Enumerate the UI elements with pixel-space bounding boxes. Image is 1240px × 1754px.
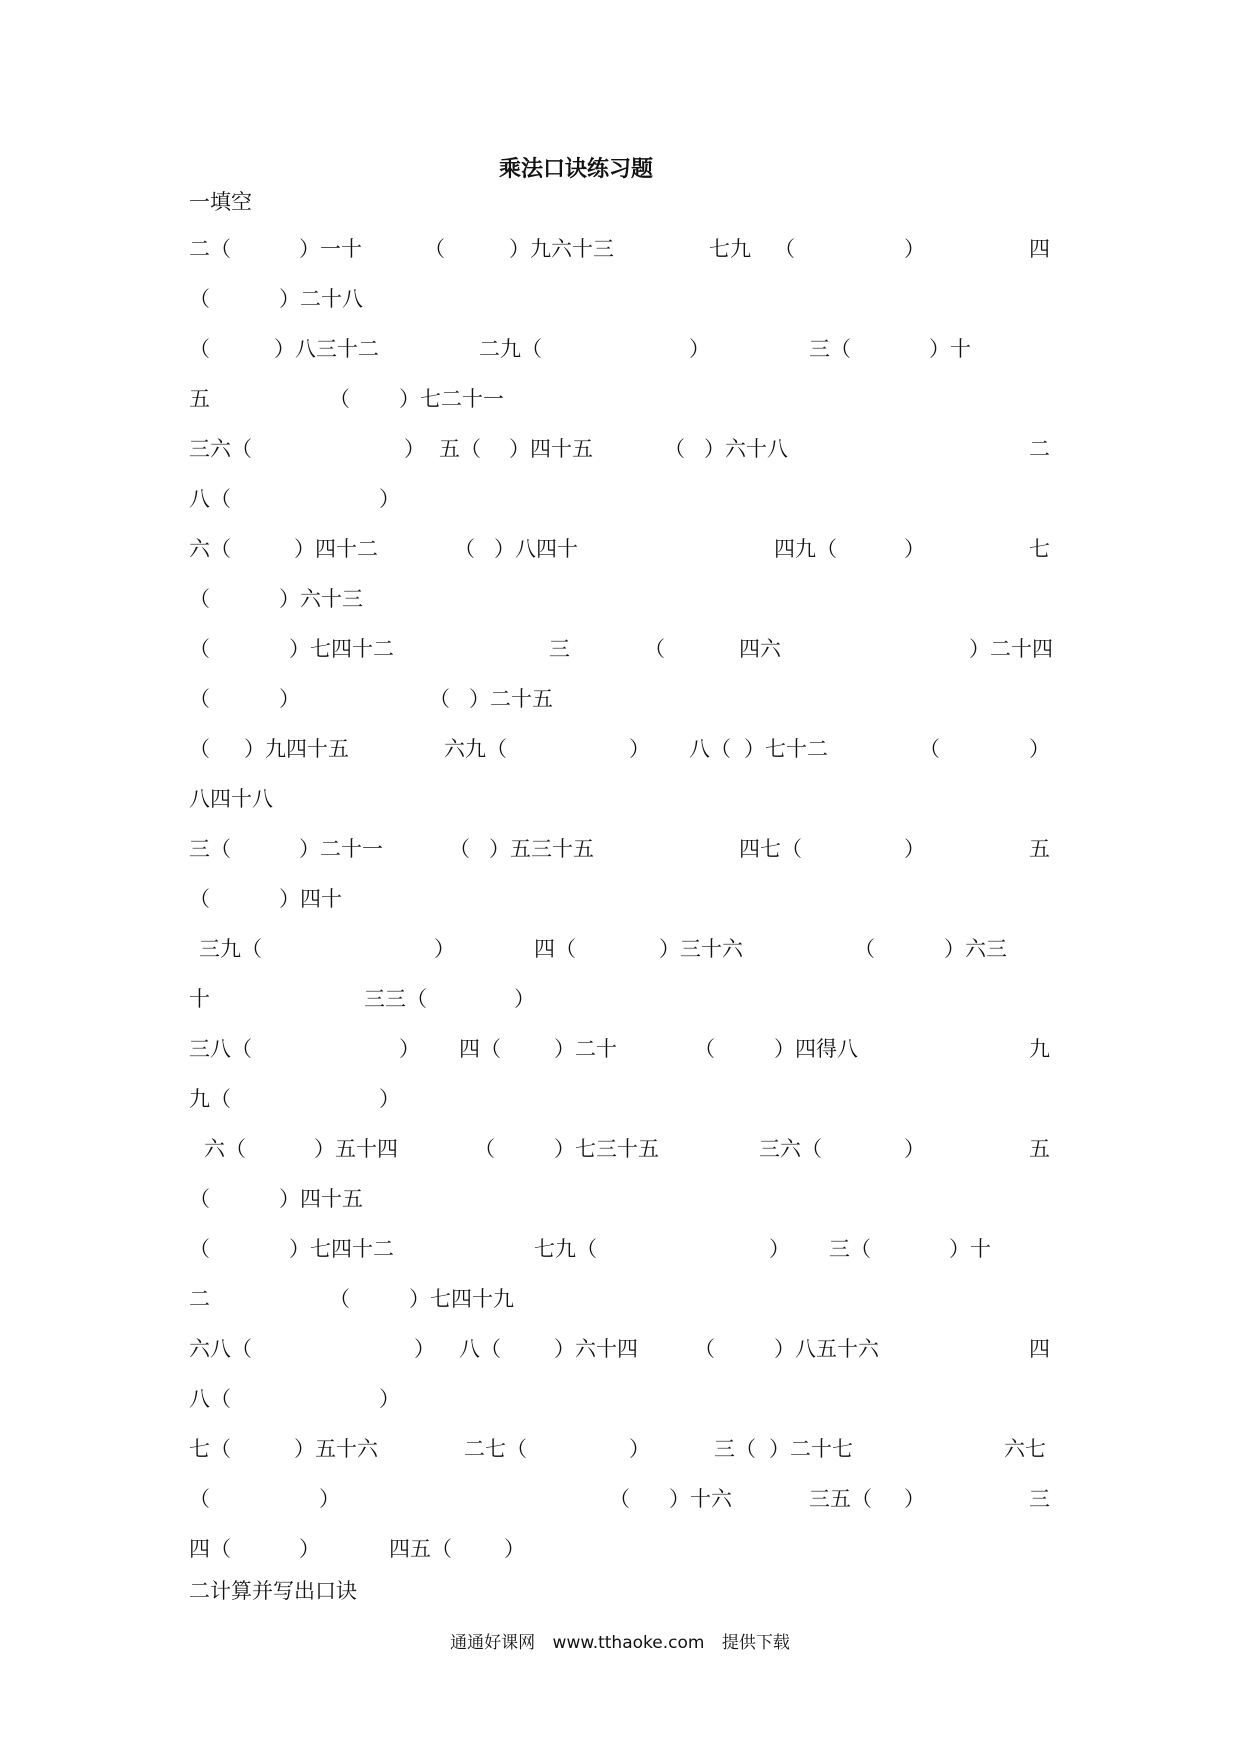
exercise-fragment: （ <box>429 687 450 711</box>
exercise-fragment: 三九（ <box>199 937 262 961</box>
exercise-fragment: 三八（ <box>189 1037 252 1061</box>
exercise-line <box>189 334 1059 364</box>
exercise-fragment: 三（ <box>714 1437 756 1461</box>
exercise-line <box>189 1534 1059 1564</box>
exercise-fragment: ） <box>379 487 400 511</box>
exercise-fragment: ） <box>299 1537 320 1561</box>
exercise-fragment: （ <box>424 237 445 261</box>
exercise-fragment: （ <box>189 587 210 611</box>
exercise-fragment: （ <box>919 737 940 761</box>
exercise-fragment: ）五三十五 <box>489 837 594 861</box>
exercise-fragment: ） <box>414 1337 435 1361</box>
exercise-fragment: 二七（ <box>464 1437 527 1461</box>
exercise-fragment: ）九四十五 <box>244 737 349 761</box>
exercise-fragment: 三六（ <box>759 1137 822 1161</box>
exercise-line <box>189 1284 1059 1314</box>
exercise-line <box>189 584 1059 614</box>
exercise-fragment: 二 <box>1029 437 1050 461</box>
exercise-fragment: （ <box>664 437 685 461</box>
exercise-line <box>189 984 1059 1014</box>
exercise-line <box>189 1234 1059 1264</box>
exercise-fragment: ）二十八 <box>279 287 363 311</box>
exercise-fragment: （ <box>644 637 665 661</box>
exercise-fragment: （ <box>189 687 210 711</box>
exercise-fragment: （ <box>189 737 210 761</box>
exercise-fragment: （ <box>189 287 210 311</box>
exercise-fragment: 三三（ <box>364 987 427 1011</box>
exercise-fragment: ）八五十六 <box>774 1337 879 1361</box>
exercise-fragment: ）四十 <box>279 887 342 911</box>
exercise-fragment: ）十 <box>929 337 971 361</box>
exercise-fragment: 四（ <box>534 937 576 961</box>
exercise-fragment: ）六十八 <box>704 437 788 461</box>
exercise-line <box>189 384 1059 414</box>
exercise-fragment: 四九（ <box>774 537 837 561</box>
exercise-line <box>189 834 1059 864</box>
exercise-fragment: 二（ <box>189 237 231 261</box>
exercise-fragment: （ <box>854 937 875 961</box>
exercise-fragment: （ <box>189 887 210 911</box>
exercise-line <box>189 684 1059 714</box>
exercise-fragment: 五（ <box>439 437 481 461</box>
footer-brand: 通通好课网 <box>450 1633 536 1653</box>
exercise-fragment: 六九（ <box>444 737 507 761</box>
exercise-fragment: 三 <box>1029 1487 1050 1511</box>
exercise-fragment: ）八三十二 <box>274 337 379 361</box>
exercise-fragment: （ <box>774 237 795 261</box>
exercise-fragment: ）二十五 <box>469 687 553 711</box>
exercise-line <box>189 1334 1059 1364</box>
exercise-fragment: （ <box>329 387 350 411</box>
exercise-line <box>189 484 1059 514</box>
exercise-fragment: 三（ <box>809 337 851 361</box>
footer-url[interactable]: www.tthaoke.com <box>552 1633 705 1653</box>
exercise-fragment: ） <box>629 737 650 761</box>
exercise-fragment: ） <box>1029 737 1050 761</box>
exercise-fragment: ） <box>379 1387 400 1411</box>
exercise-line <box>189 1484 1059 1514</box>
exercise-fragment: ） <box>514 987 535 1011</box>
exercise-fragment: ）四十五 <box>279 1187 363 1211</box>
exercise-fragment: 三（ <box>189 837 231 861</box>
exercise-fragment: ） <box>904 1487 925 1511</box>
exercise-fragment: 二 <box>189 1287 210 1311</box>
exercise-fragment: ）四得八 <box>774 1037 858 1061</box>
exercise-fragment: ） <box>689 337 710 361</box>
exercise-fragment: ） <box>904 1137 925 1161</box>
exercise-fragment: 九 <box>1029 1037 1050 1061</box>
exercise-fragment: ）四十二 <box>294 537 378 561</box>
exercise-fragment: （ <box>694 1037 715 1061</box>
exercise-fragment: 八（ <box>189 487 231 511</box>
exercise-fragment: （ <box>189 337 210 361</box>
exercise-fragment: （ <box>454 537 475 561</box>
exercise-fragment: 七 <box>1029 537 1050 561</box>
exercise-fragment: （ <box>189 1237 210 1261</box>
exercise-fragment: 四六 <box>739 637 781 661</box>
exercise-fragment: ）五十六 <box>294 1437 378 1461</box>
exercise-fragment: ）四十五 <box>509 437 593 461</box>
exercise-line <box>189 734 1059 764</box>
exercise-fragment: 二九（ <box>479 337 542 361</box>
exercise-fragment: 七九 <box>709 237 751 261</box>
exercise-fragment: ）一十 <box>299 237 362 261</box>
exercise-fragment: 六八（ <box>189 1337 252 1361</box>
exercise-fragment: ） <box>319 1487 340 1511</box>
exercise-line <box>189 934 1059 964</box>
exercise-fragment: ）七四十二 <box>289 1237 394 1261</box>
exercise-fragment: 七九（ <box>534 1237 597 1261</box>
exercise-fragment: ） <box>904 237 925 261</box>
exercise-fragment: 五 <box>1029 837 1050 861</box>
exercise-fragment: （ <box>189 1187 210 1211</box>
exercise-fragment: ）八四十 <box>494 537 578 561</box>
exercise-fragment: 五 <box>1029 1137 1050 1161</box>
exercise-fragment: 八（ <box>189 1387 231 1411</box>
exercise-fragment: ）七四十二 <box>289 637 394 661</box>
exercise-line <box>189 634 1059 664</box>
exercise-fragment: ） <box>504 1537 525 1561</box>
exercise-fragment: 五 <box>189 387 210 411</box>
footer <box>0 1628 1240 1653</box>
exercise-fragment: ）二十一 <box>299 837 383 861</box>
exercise-fragment: 四五（ <box>389 1537 452 1561</box>
exercise-line <box>189 434 1059 464</box>
exercise-fragment: ）七四十九 <box>409 1287 514 1311</box>
exercise-fragment: 八（ <box>689 737 731 761</box>
exercise-fragment: ）九六十三 <box>509 237 614 261</box>
exercise-fragment: 九（ <box>189 1087 231 1111</box>
exercise-fragment: ）二十七 <box>769 1437 853 1461</box>
exercise-line <box>189 284 1059 314</box>
exercise-fragment: （ <box>189 637 210 661</box>
exercise-fragment: 四（ <box>459 1037 501 1061</box>
exercise-fragment: ）二十 <box>554 1037 617 1061</box>
exercise-fragment: ） <box>404 437 425 461</box>
exercise-line <box>189 1184 1059 1214</box>
exercise-line <box>189 1134 1059 1164</box>
exercise-fragment: 四七（ <box>739 837 802 861</box>
exercise-fragment: （ <box>189 1487 210 1511</box>
exercise-line <box>189 884 1059 914</box>
exercise-fragment: （ <box>694 1337 715 1361</box>
exercise-fragment: ）三十六 <box>659 937 743 961</box>
exercise-line <box>189 534 1059 564</box>
exercise-fragment: 八四十八 <box>189 787 273 811</box>
exercise-fragment: ）六三 <box>944 937 1007 961</box>
exercise-fragment: 四（ <box>189 1537 231 1561</box>
exercise-fragment: ）七二十一 <box>399 387 504 411</box>
exercise-fragment: 三五（ <box>809 1487 872 1511</box>
exercise-line <box>189 1384 1059 1414</box>
exercise-fragment: ） <box>904 837 925 861</box>
exercise-fragment: ）五十四 <box>314 1137 398 1161</box>
exercise-fragment: （ <box>609 1487 630 1511</box>
exercise-fragment: 三六（ <box>189 437 252 461</box>
footer-suffix: 提供下载 <box>721 1633 790 1653</box>
exercise-fragment: ）七十二 <box>744 737 828 761</box>
exercise-fragment: ） <box>434 937 455 961</box>
section-fill-blank-heading: 一填空 <box>189 190 252 214</box>
exercise-line <box>189 1034 1059 1064</box>
exercise-fragment: ）十六 <box>669 1487 732 1511</box>
exercise-fragment: ）六十三 <box>279 587 363 611</box>
exercise-fragment: ）六十四 <box>554 1337 638 1361</box>
exercise-fragment: ）七三十五 <box>554 1137 659 1161</box>
exercise-line <box>189 1084 1059 1114</box>
exercise-fragment: 十 <box>189 987 210 1011</box>
exercise-fragment: ）十 <box>949 1237 991 1261</box>
exercise-fragment: ） <box>379 1087 400 1111</box>
exercise-fragment: 三 <box>549 637 570 661</box>
exercise-fragment: 六（ <box>204 1137 246 1161</box>
exercise-fragment: （ <box>329 1287 350 1311</box>
exercise-fragment: 八（ <box>459 1337 501 1361</box>
exercise-fragment: （ <box>474 1137 495 1161</box>
exercise-fragment: ） <box>399 1037 420 1061</box>
exercise-fragment: 七（ <box>189 1437 231 1461</box>
exercise-fragment: 四 <box>1029 1337 1050 1361</box>
exercise-fragment: （ <box>449 837 470 861</box>
exercise-fragment: ） <box>279 687 300 711</box>
exercise-line <box>189 784 1059 814</box>
exercise-line <box>189 234 1059 264</box>
exercise-line <box>189 1434 1059 1464</box>
page-title: 乘法口诀练习题 <box>498 157 653 182</box>
exercise-fragment: ） <box>904 537 925 561</box>
exercise-fragment: ） <box>629 1437 650 1461</box>
exercise-fragment: 三（ <box>829 1237 871 1261</box>
exercise-fragment: ） <box>769 1237 790 1261</box>
section-calculate-heading: 二计算并写出口诀 <box>189 1579 357 1603</box>
exercise-fragment: 六（ <box>189 537 231 561</box>
exercise-fragment: 六七 <box>1004 1437 1046 1461</box>
exercise-fragment: 四 <box>1029 237 1050 261</box>
exercise-fragment: ）二十四 <box>969 637 1053 661</box>
